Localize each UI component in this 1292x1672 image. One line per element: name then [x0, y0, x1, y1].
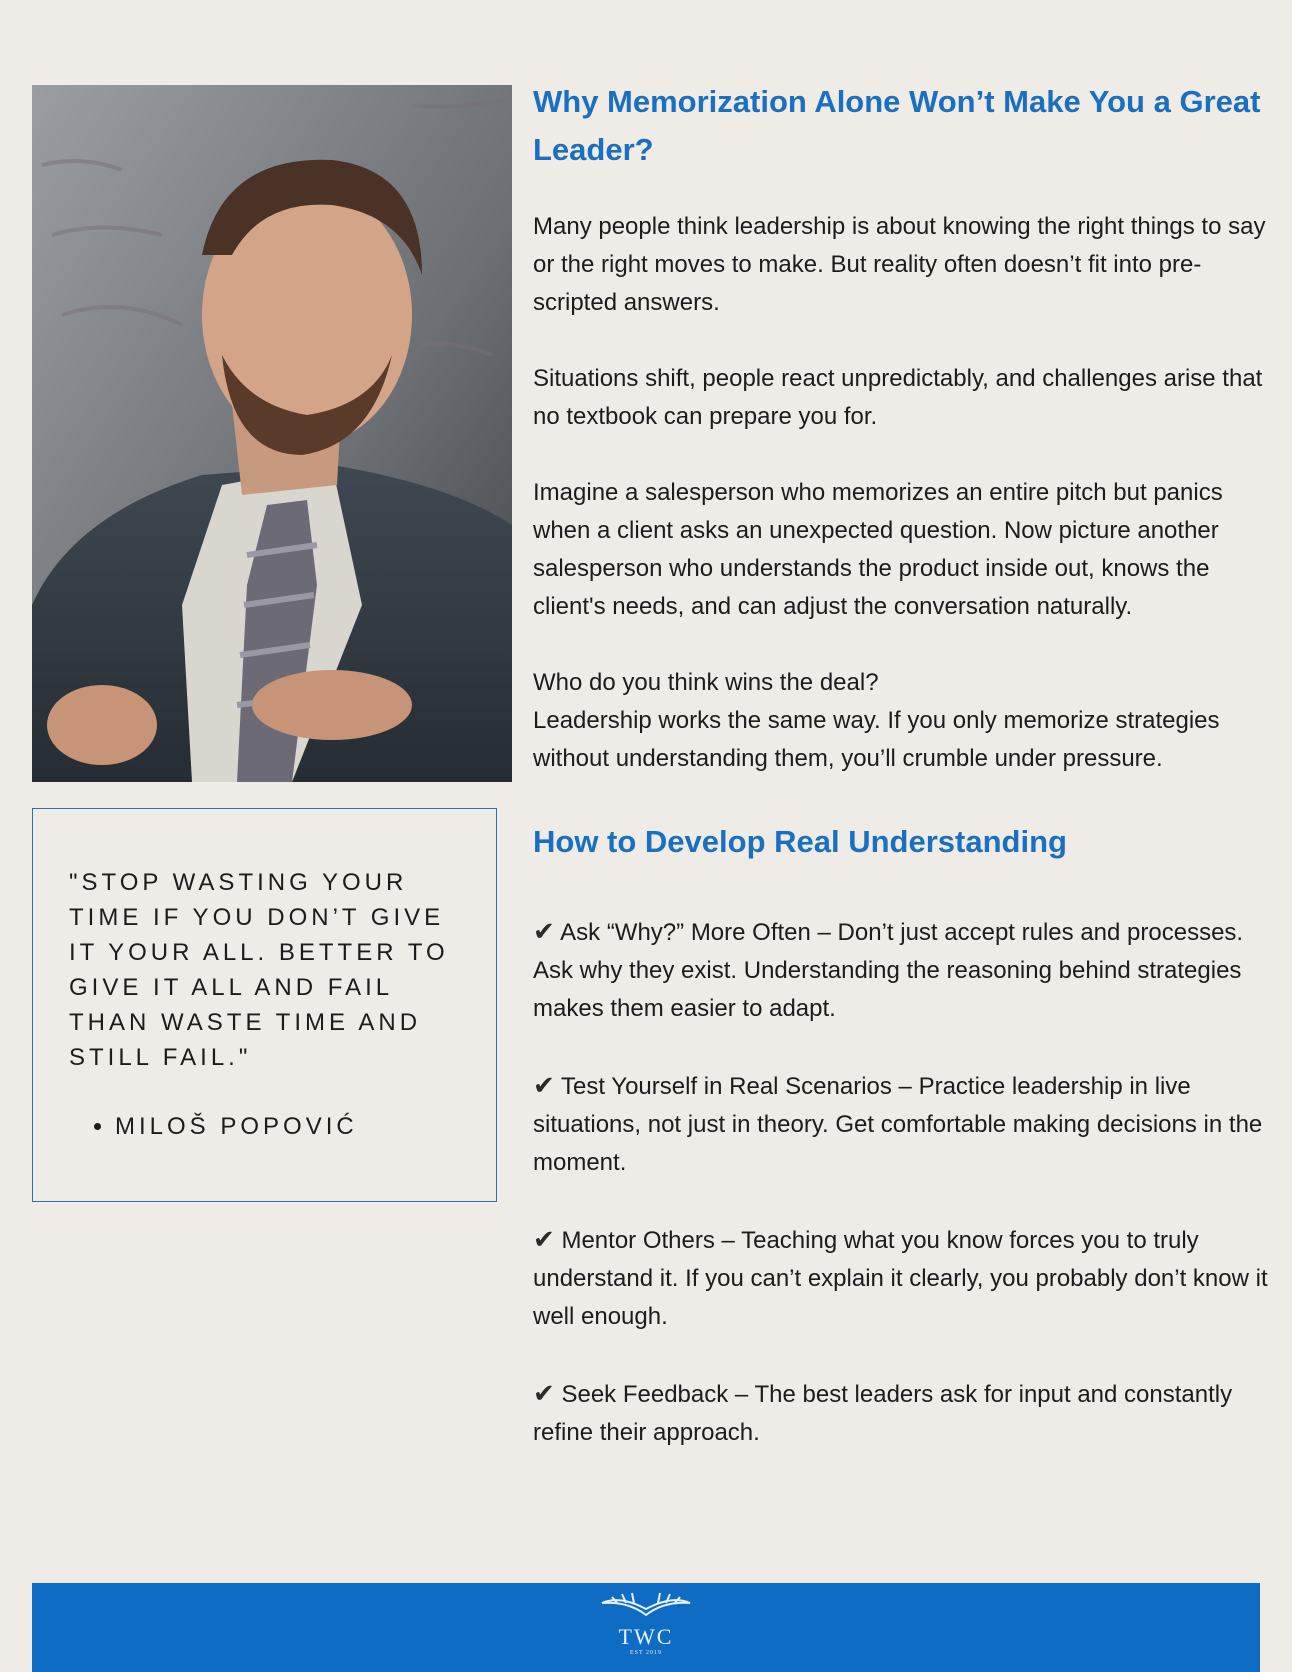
- article-subtitle: How to Develop Real Understanding: [533, 824, 1067, 859]
- quote-author-list: [69, 1113, 462, 1141]
- quote-text: "STOP WASTING YOUR TIME IF YOU DON’T GIVE IT YOUR ALL. BETTER TO GIVE IT ALL AND FAIL THAN WASTE TIME AND STILL FAIL.": [69, 869, 449, 1071]
- checkmark-icon: ✔: [533, 1378, 555, 1408]
- book-wings-icon: [598, 1591, 694, 1617]
- logo-subtext: EST 2019: [629, 1650, 663, 1656]
- bullet-text: Seek Feedback – The best leaders ask for input and constantly refine their approach.: [533, 1381, 1233, 1446]
- quote-box: [32, 808, 497, 1202]
- quote-author: • MILOŠ POPOVIĆ: [115, 1113, 462, 1141]
- bullet-item: [533, 912, 1273, 1028]
- checkmark-icon: ✔: [533, 1070, 555, 1100]
- bullet-item: [533, 1374, 1273, 1452]
- article-title: Why Memorization Alone Won’t Make You a Great Leader?: [533, 84, 1261, 167]
- article-paragraph: Many people think leadership is about knowing the right things to say or the right moves to make. But reality often doesn’t fit into pre-scripted answers.: [533, 213, 1266, 316]
- bullet-text: Test Yourself in Real Scenarios – Practice leadership in live situations, not just in theory. Get comfortable making decisions in the moment.: [533, 1073, 1263, 1176]
- logo-text: TWC: [618, 1624, 674, 1649]
- checkmark-icon: ✔: [533, 916, 555, 946]
- bullet-item: [533, 1220, 1273, 1336]
- speaker-portrait-illustration: [32, 85, 512, 782]
- bullet-list: [533, 912, 1273, 1452]
- article-paragraph: Leadership works the same way. If you only memorize strategies without understanding them, you’ll crumble under pressure.: [533, 707, 1220, 772]
- article: [533, 78, 1273, 1490]
- bullet-text: Mentor Others – Teaching what you know forces you to truly understand it. If you can’t explain it clearly, you probably don’t know it well enough.: [533, 1227, 1268, 1330]
- twc-logo: [598, 1591, 694, 1656]
- bullet-item: [533, 1066, 1273, 1182]
- bullet-text: Ask “Why?” More Often – Don’t just accept rules and processes. Ask why they exist. Understanding the reasoning behind strategies makes them easier to adapt.: [533, 919, 1244, 1022]
- speaker-photo: [32, 85, 512, 782]
- checkmark-icon: ✔: [533, 1224, 555, 1254]
- footer-bar: [32, 1583, 1260, 1672]
- article-paragraph: Situations shift, people react unpredictably, and challenges arise that no textbook can prepare you for.: [533, 365, 1263, 430]
- article-paragraph: Imagine a salesperson who memorizes an entire pitch but panics when a client asks an unexpected question. Now picture another salesperson who understands the product inside out, knows the client's needs, and can adjust the conversation naturally.: [533, 479, 1223, 620]
- article-paragraph: Who do you think wins the deal?: [533, 669, 879, 696]
